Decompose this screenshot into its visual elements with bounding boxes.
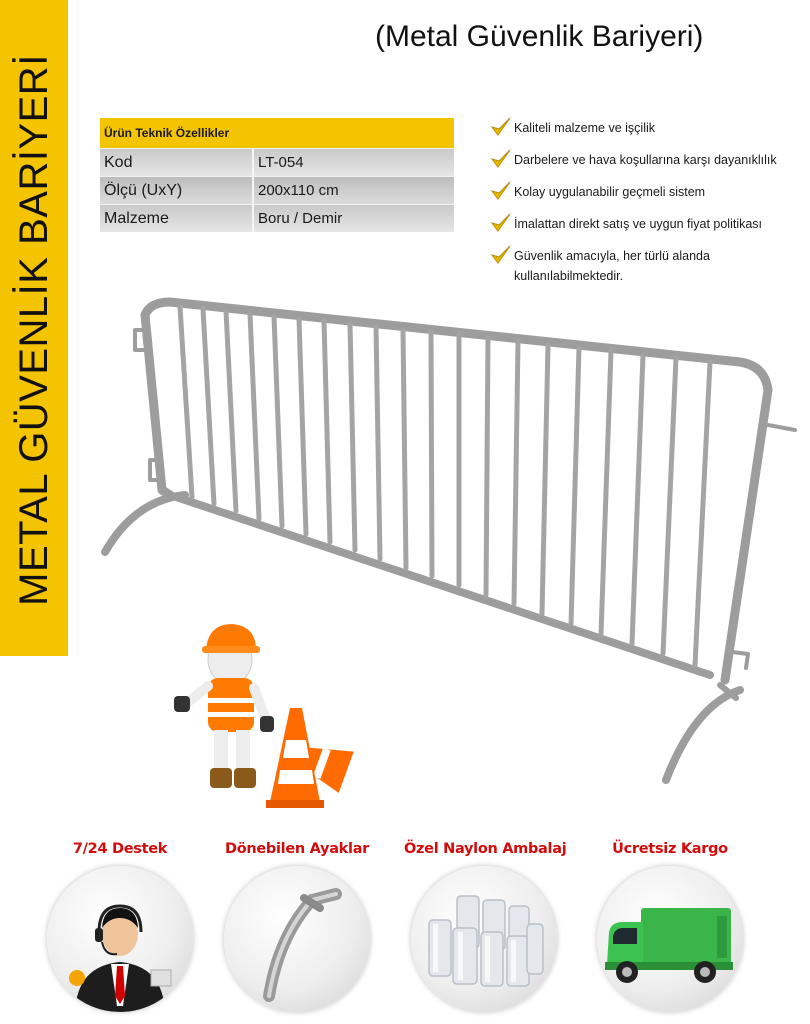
- cargo-truck-icon: [597, 866, 743, 1012]
- feature-item: [490, 182, 810, 202]
- service-circle: [411, 866, 557, 1012]
- support-agent-icon: [47, 866, 193, 1012]
- feature-text: İmalattan direkt satış ve uygun fiyat politikası: [514, 217, 763, 231]
- feature-text: Güvenlik amacıyla, her türlü alanda: [514, 249, 710, 263]
- spec-heading: Ürün Teknik Özellikler: [100, 118, 454, 148]
- spec-label: Malzeme: [100, 205, 254, 232]
- feature-text: Darbelere ve hava koşullarına karşı dayanıklılık: [514, 153, 777, 167]
- spec-row-code: [100, 148, 454, 176]
- spec-table: [100, 118, 454, 232]
- service-circle: [224, 866, 370, 1012]
- feature-item: [490, 214, 810, 234]
- service-support: [40, 838, 200, 1012]
- service-circle: [597, 866, 743, 1012]
- spec-row-material: [100, 204, 454, 232]
- nylon-rolls-icon: [411, 866, 557, 1012]
- spec-row-size: [100, 176, 454, 204]
- side-title: METAL GÜVENLİK BARİYERİ: [12, 54, 56, 606]
- service-free-shipping: [590, 838, 750, 1012]
- spec-value: Boru / Demir: [258, 210, 343, 227]
- spec-label: Kod: [100, 149, 254, 176]
- check-icon: [490, 212, 512, 234]
- spec-value: 200x110 cm: [258, 182, 339, 199]
- check-icon: [490, 244, 512, 266]
- feature-text-continued: kullanılabilmektedir.: [514, 269, 624, 283]
- check-icon: [490, 116, 512, 138]
- service-label: Dönebilen Ayaklar: [224, 841, 370, 857]
- spec-value: LT-054: [258, 154, 304, 171]
- rotating-foot-icon: [224, 866, 370, 1012]
- service-label: Özel Naylon Ambalaj: [404, 841, 567, 857]
- service-nylon-packaging: [404, 838, 567, 1012]
- check-icon: [490, 148, 512, 170]
- feature-text: Kaliteli malzeme ve işçilik: [514, 121, 656, 135]
- feature-list: [490, 118, 810, 298]
- service-circle: [47, 866, 193, 1012]
- feature-item: [490, 150, 810, 170]
- feature-text: Kolay uygulanabilir geçmeli sistem: [514, 185, 706, 199]
- spec-label: Ölçü (UxY): [100, 177, 254, 204]
- worker-with-cones-image: [168, 612, 368, 812]
- check-icon: [490, 180, 512, 202]
- service-rotating-feet: [217, 838, 377, 1012]
- page-title: (Metal Güvenlik Bariyeri): [375, 20, 704, 53]
- feature-item: [490, 246, 810, 286]
- feature-item: [490, 118, 810, 138]
- service-label: Ücretsiz Kargo: [612, 841, 728, 857]
- service-label: 7/24 Destek: [72, 841, 168, 857]
